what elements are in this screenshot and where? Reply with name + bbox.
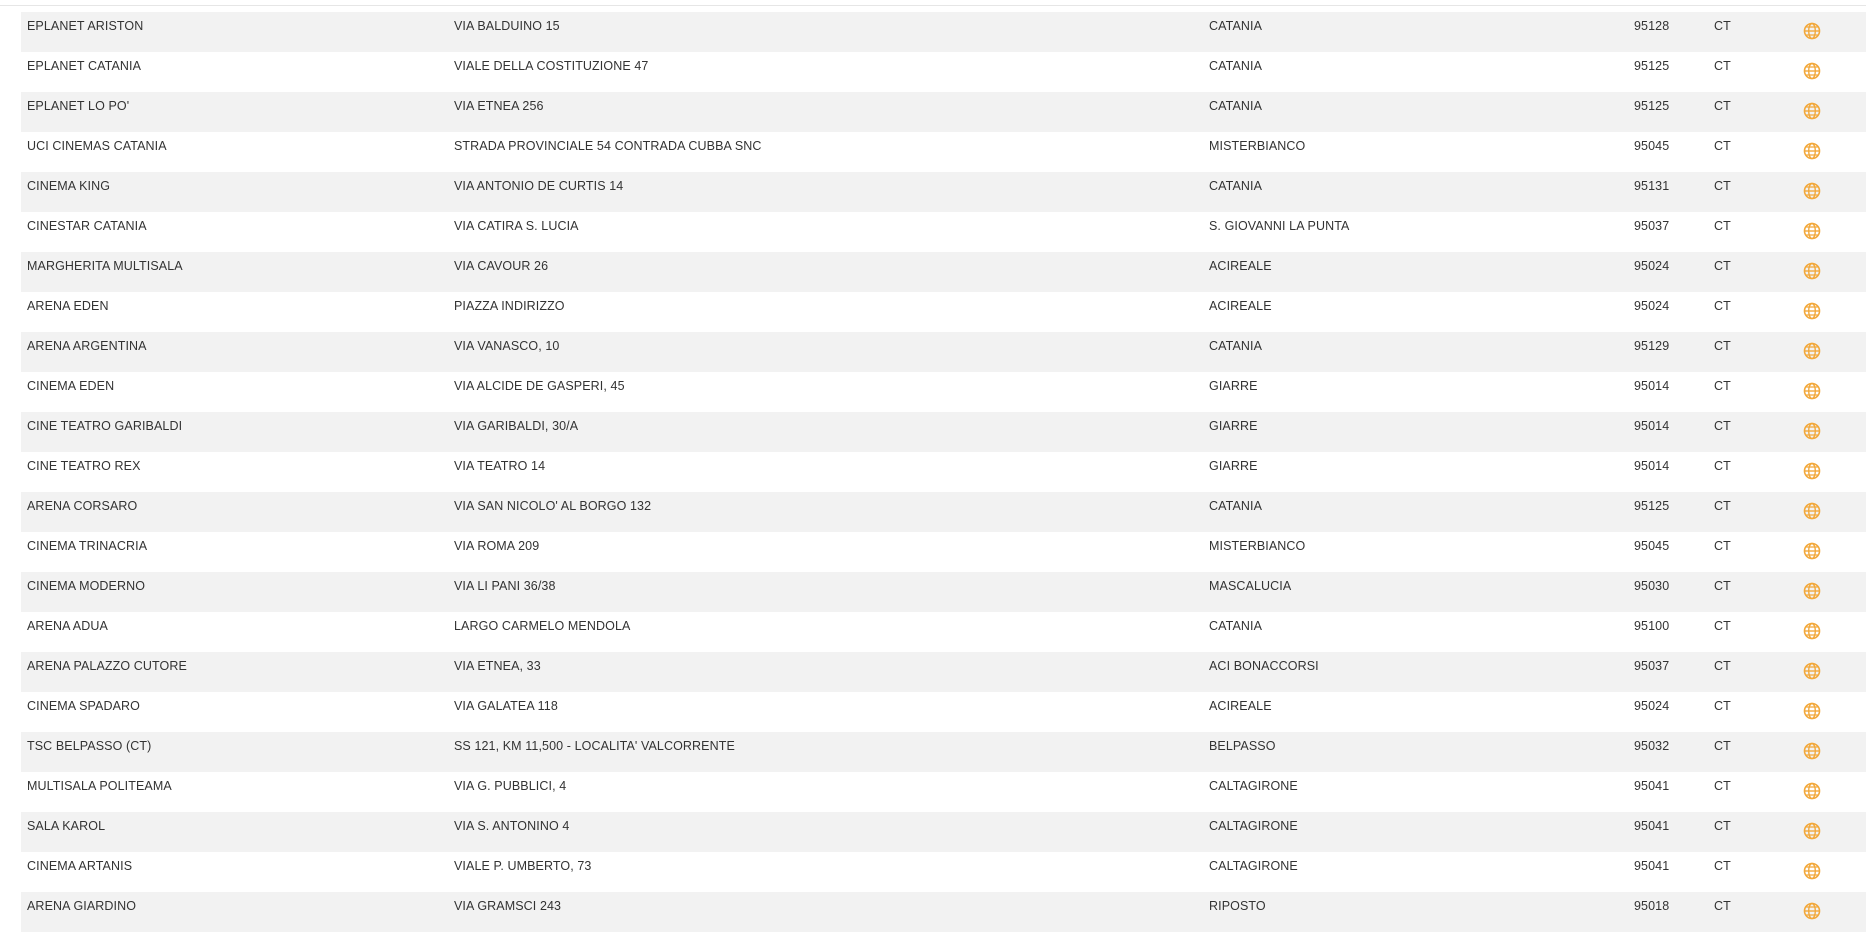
- cinema-postal-code: 95032: [1634, 739, 1670, 753]
- globe-icon[interactable]: [1801, 860, 1823, 882]
- cinema-city: CATANIA: [1209, 179, 1263, 193]
- cinema-name: TSC BELPASSO (CT): [27, 739, 152, 753]
- cinema-name: CINEMA EDEN: [27, 379, 115, 393]
- cinema-name: MULTISALA POLITEAMA: [27, 779, 172, 793]
- globe-icon[interactable]: [1801, 540, 1823, 562]
- cinema-postal-code: 95024: [1634, 299, 1670, 313]
- cinema-postal-code: 95041: [1634, 859, 1670, 873]
- table-row: [21, 172, 1866, 212]
- cinema-postal-code: 95045: [1634, 139, 1670, 153]
- table-row: [21, 12, 1866, 52]
- globe-icon[interactable]: [1801, 660, 1823, 682]
- globe-icon[interactable]: [1801, 60, 1823, 82]
- cinema-province: CT: [1714, 619, 1731, 633]
- cinema-name: UCI CINEMAS CATANIA: [27, 139, 167, 153]
- cinema-postal-code: 95129: [1634, 339, 1670, 353]
- globe-icon[interactable]: [1801, 580, 1823, 602]
- cinema-postal-code: 95018: [1634, 899, 1670, 913]
- table-row: [21, 332, 1866, 372]
- cinema-address: VIA ROMA 209: [454, 539, 540, 553]
- cinema-city: S. GIOVANNI LA PUNTA: [1209, 219, 1350, 233]
- cinema-province: CT: [1714, 99, 1731, 113]
- cinema-postal-code: 95125: [1634, 499, 1670, 513]
- cinema-name: CINESTAR CATANIA: [27, 219, 147, 233]
- cinema-city: CATANIA: [1209, 19, 1263, 33]
- globe-icon[interactable]: [1801, 100, 1823, 122]
- cinema-address: SS 121, KM 11,500 - LOCALITA' VALCORRENTE: [454, 739, 735, 753]
- globe-icon[interactable]: [1801, 380, 1823, 402]
- cinema-postal-code: 95014: [1634, 419, 1670, 433]
- cinema-name: EPLANET CATANIA: [27, 59, 142, 73]
- cinema-province: CT: [1714, 219, 1731, 233]
- cinema-province: CT: [1714, 339, 1731, 353]
- cinema-name: ARENA GIARDINO: [27, 899, 137, 913]
- cinema-name: ARENA PALAZZO CUTORE: [27, 659, 187, 673]
- cinema-address: STRADA PROVINCIALE 54 CONTRADA CUBBA SNC: [454, 139, 762, 153]
- cinema-address: VIA GARIBALDI, 30/A: [454, 419, 579, 433]
- cinema-province: CT: [1714, 179, 1731, 193]
- cinema-province: CT: [1714, 259, 1731, 273]
- globe-icon[interactable]: [1801, 900, 1823, 922]
- table-row: [21, 532, 1866, 572]
- cinema-province: CT: [1714, 579, 1731, 593]
- cinema-address: LARGO CARMELO MENDOLA: [454, 619, 631, 633]
- globe-icon[interactable]: [1801, 500, 1823, 522]
- cinema-name: EPLANET LO PO': [27, 99, 130, 113]
- cinema-address: VIA LI PANI 36/38: [454, 579, 556, 593]
- cinema-postal-code: 95128: [1634, 19, 1670, 33]
- cinema-address: VIA GRAMSCI 243: [454, 899, 562, 913]
- cinema-city: ACIREALE: [1209, 299, 1272, 313]
- globe-icon[interactable]: [1801, 20, 1823, 42]
- cinema-address: VIALE P. UMBERTO, 73: [454, 859, 592, 873]
- cinema-province: CT: [1714, 379, 1731, 393]
- top-divider: [0, 5, 1866, 6]
- cinema-postal-code: 95125: [1634, 59, 1670, 73]
- table-row: [21, 492, 1866, 532]
- cinema-address: VIA G. PUBBLICI, 4: [454, 779, 567, 793]
- cinema-province: CT: [1714, 299, 1731, 313]
- cinema-city: GIARRE: [1209, 379, 1258, 393]
- cinema-postal-code: 95037: [1634, 219, 1670, 233]
- cinema-name: EPLANET ARISTON: [27, 19, 144, 33]
- cinema-province: CT: [1714, 819, 1731, 833]
- table-row: [21, 732, 1866, 772]
- globe-icon[interactable]: [1801, 260, 1823, 282]
- cinema-province: CT: [1714, 459, 1731, 473]
- cinema-province: CT: [1714, 139, 1731, 153]
- table-row: [21, 372, 1866, 412]
- cinema-address: VIA VANASCO, 10: [454, 339, 560, 353]
- cinema-province: CT: [1714, 19, 1731, 33]
- table-row: [21, 652, 1866, 692]
- cinema-city: ACIREALE: [1209, 699, 1272, 713]
- table-row: [21, 212, 1866, 252]
- cinema-province: CT: [1714, 899, 1731, 913]
- cinema-city: CATANIA: [1209, 59, 1263, 73]
- globe-icon[interactable]: [1801, 220, 1823, 242]
- cinema-province: CT: [1714, 419, 1731, 433]
- cinema-name: ARENA ADUA: [27, 619, 108, 633]
- cinema-province: CT: [1714, 859, 1731, 873]
- cinema-postal-code: 95041: [1634, 819, 1670, 833]
- cinema-postal-code: 95037: [1634, 659, 1670, 673]
- cinema-province: CT: [1714, 779, 1731, 793]
- cinema-address: VIA ANTONIO DE CURTIS 14: [454, 179, 624, 193]
- cinema-address: VIA S. ANTONINO 4: [454, 819, 570, 833]
- globe-icon[interactable]: [1801, 420, 1823, 442]
- cinema-list-table: [21, 12, 1866, 932]
- cinema-city: CALTAGIRONE: [1209, 819, 1298, 833]
- cinema-city: MASCALUCIA: [1209, 579, 1292, 593]
- cinema-name: CINEMA ARTANIS: [27, 859, 133, 873]
- cinema-postal-code: 95041: [1634, 779, 1670, 793]
- cinema-city: CATANIA: [1209, 499, 1263, 513]
- globe-icon[interactable]: [1801, 300, 1823, 322]
- cinema-address: VIA CATIRA S. LUCIA: [454, 219, 579, 233]
- cinema-city: ACI BONACCORSI: [1209, 659, 1319, 673]
- cinema-address: VIA ETNEA 256: [454, 99, 544, 113]
- cinema-address: VIA TEATRO 14: [454, 459, 546, 473]
- cinema-postal-code: 95024: [1634, 259, 1670, 273]
- cinema-name: ARENA ARGENTINA: [27, 339, 147, 353]
- cinema-city: CATANIA: [1209, 339, 1263, 353]
- cinema-name: CINE TEATRO REX: [27, 459, 141, 473]
- table-row: [21, 892, 1866, 932]
- cinema-address: VIALE DELLA COSTITUZIONE 47: [454, 59, 649, 73]
- cinema-city: BELPASSO: [1209, 739, 1276, 753]
- table-row: [21, 852, 1866, 892]
- cinema-name: CINEMA KING: [27, 179, 111, 193]
- cinema-postal-code: 95014: [1634, 379, 1670, 393]
- cinema-address: VIA BALDUINO 15: [454, 19, 560, 33]
- table-row: [21, 52, 1866, 92]
- cinema-name: CINEMA SPADARO: [27, 699, 140, 713]
- cinema-postal-code: 95100: [1634, 619, 1670, 633]
- globe-icon[interactable]: [1801, 140, 1823, 162]
- globe-icon[interactable]: [1801, 740, 1823, 762]
- cinema-name: SALA KAROL: [27, 819, 106, 833]
- cinema-name: CINEMA TRINACRIA: [27, 539, 148, 553]
- cinema-city: CALTAGIRONE: [1209, 779, 1298, 793]
- table-row: [21, 292, 1866, 332]
- cinema-city: CATANIA: [1209, 99, 1263, 113]
- globe-icon[interactable]: [1801, 780, 1823, 802]
- globe-icon[interactable]: [1801, 460, 1823, 482]
- cinema-postal-code: 95024: [1634, 699, 1670, 713]
- cinema-province: CT: [1714, 659, 1731, 673]
- globe-icon[interactable]: [1801, 620, 1823, 642]
- cinema-city: CATANIA: [1209, 619, 1263, 633]
- globe-icon[interactable]: [1801, 700, 1823, 722]
- cinema-city: GIARRE: [1209, 459, 1258, 473]
- cinema-city: RIPOSTO: [1209, 899, 1266, 913]
- cinema-city: ACIREALE: [1209, 259, 1272, 273]
- cinema-province: CT: [1714, 739, 1731, 753]
- cinema-address: VIA SAN NICOLO' AL BORGO 132: [454, 499, 652, 513]
- cinema-city: MISTERBIANCO: [1209, 139, 1306, 153]
- cinema-postal-code: 95014: [1634, 459, 1670, 473]
- cinema-province: CT: [1714, 539, 1731, 553]
- cinema-name: ARENA CORSARO: [27, 499, 138, 513]
- table-row: [21, 812, 1866, 852]
- table-row: [21, 572, 1866, 612]
- cinema-city: GIARRE: [1209, 419, 1258, 433]
- globe-icon[interactable]: [1801, 180, 1823, 202]
- cinema-name: MARGHERITA MULTISALA: [27, 259, 183, 273]
- cinema-address: PIAZZA INDIRIZZO: [454, 299, 565, 313]
- table-row: [21, 412, 1866, 452]
- cinema-name: CINEMA MODERNO: [27, 579, 146, 593]
- globe-icon[interactable]: [1801, 340, 1823, 362]
- table-row: [21, 452, 1866, 492]
- cinema-name: CINE TEATRO GARIBALDI: [27, 419, 183, 433]
- globe-icon[interactable]: [1801, 820, 1823, 842]
- table-row: [21, 692, 1866, 732]
- table-row: [21, 132, 1866, 172]
- cinema-postal-code: 95045: [1634, 539, 1670, 553]
- table-row: [21, 772, 1866, 812]
- table-row: [21, 252, 1866, 292]
- cinema-address: VIA CAVOUR 26: [454, 259, 549, 273]
- cinema-city: MISTERBIANCO: [1209, 539, 1306, 553]
- table-row: [21, 612, 1866, 652]
- cinema-province: CT: [1714, 499, 1731, 513]
- cinema-city: CALTAGIRONE: [1209, 859, 1298, 873]
- cinema-name: ARENA EDEN: [27, 299, 109, 313]
- cinema-province: CT: [1714, 699, 1731, 713]
- cinema-postal-code: 95131: [1634, 179, 1670, 193]
- table-row: [21, 92, 1866, 132]
- cinema-postal-code: 95030: [1634, 579, 1670, 593]
- cinema-address: VIA ETNEA, 33: [454, 659, 541, 673]
- cinema-address: VIA GALATEA 118: [454, 699, 558, 713]
- cinema-province: CT: [1714, 59, 1731, 73]
- cinema-address: VIA ALCIDE DE GASPERI, 45: [454, 379, 625, 393]
- cinema-postal-code: 95125: [1634, 99, 1670, 113]
